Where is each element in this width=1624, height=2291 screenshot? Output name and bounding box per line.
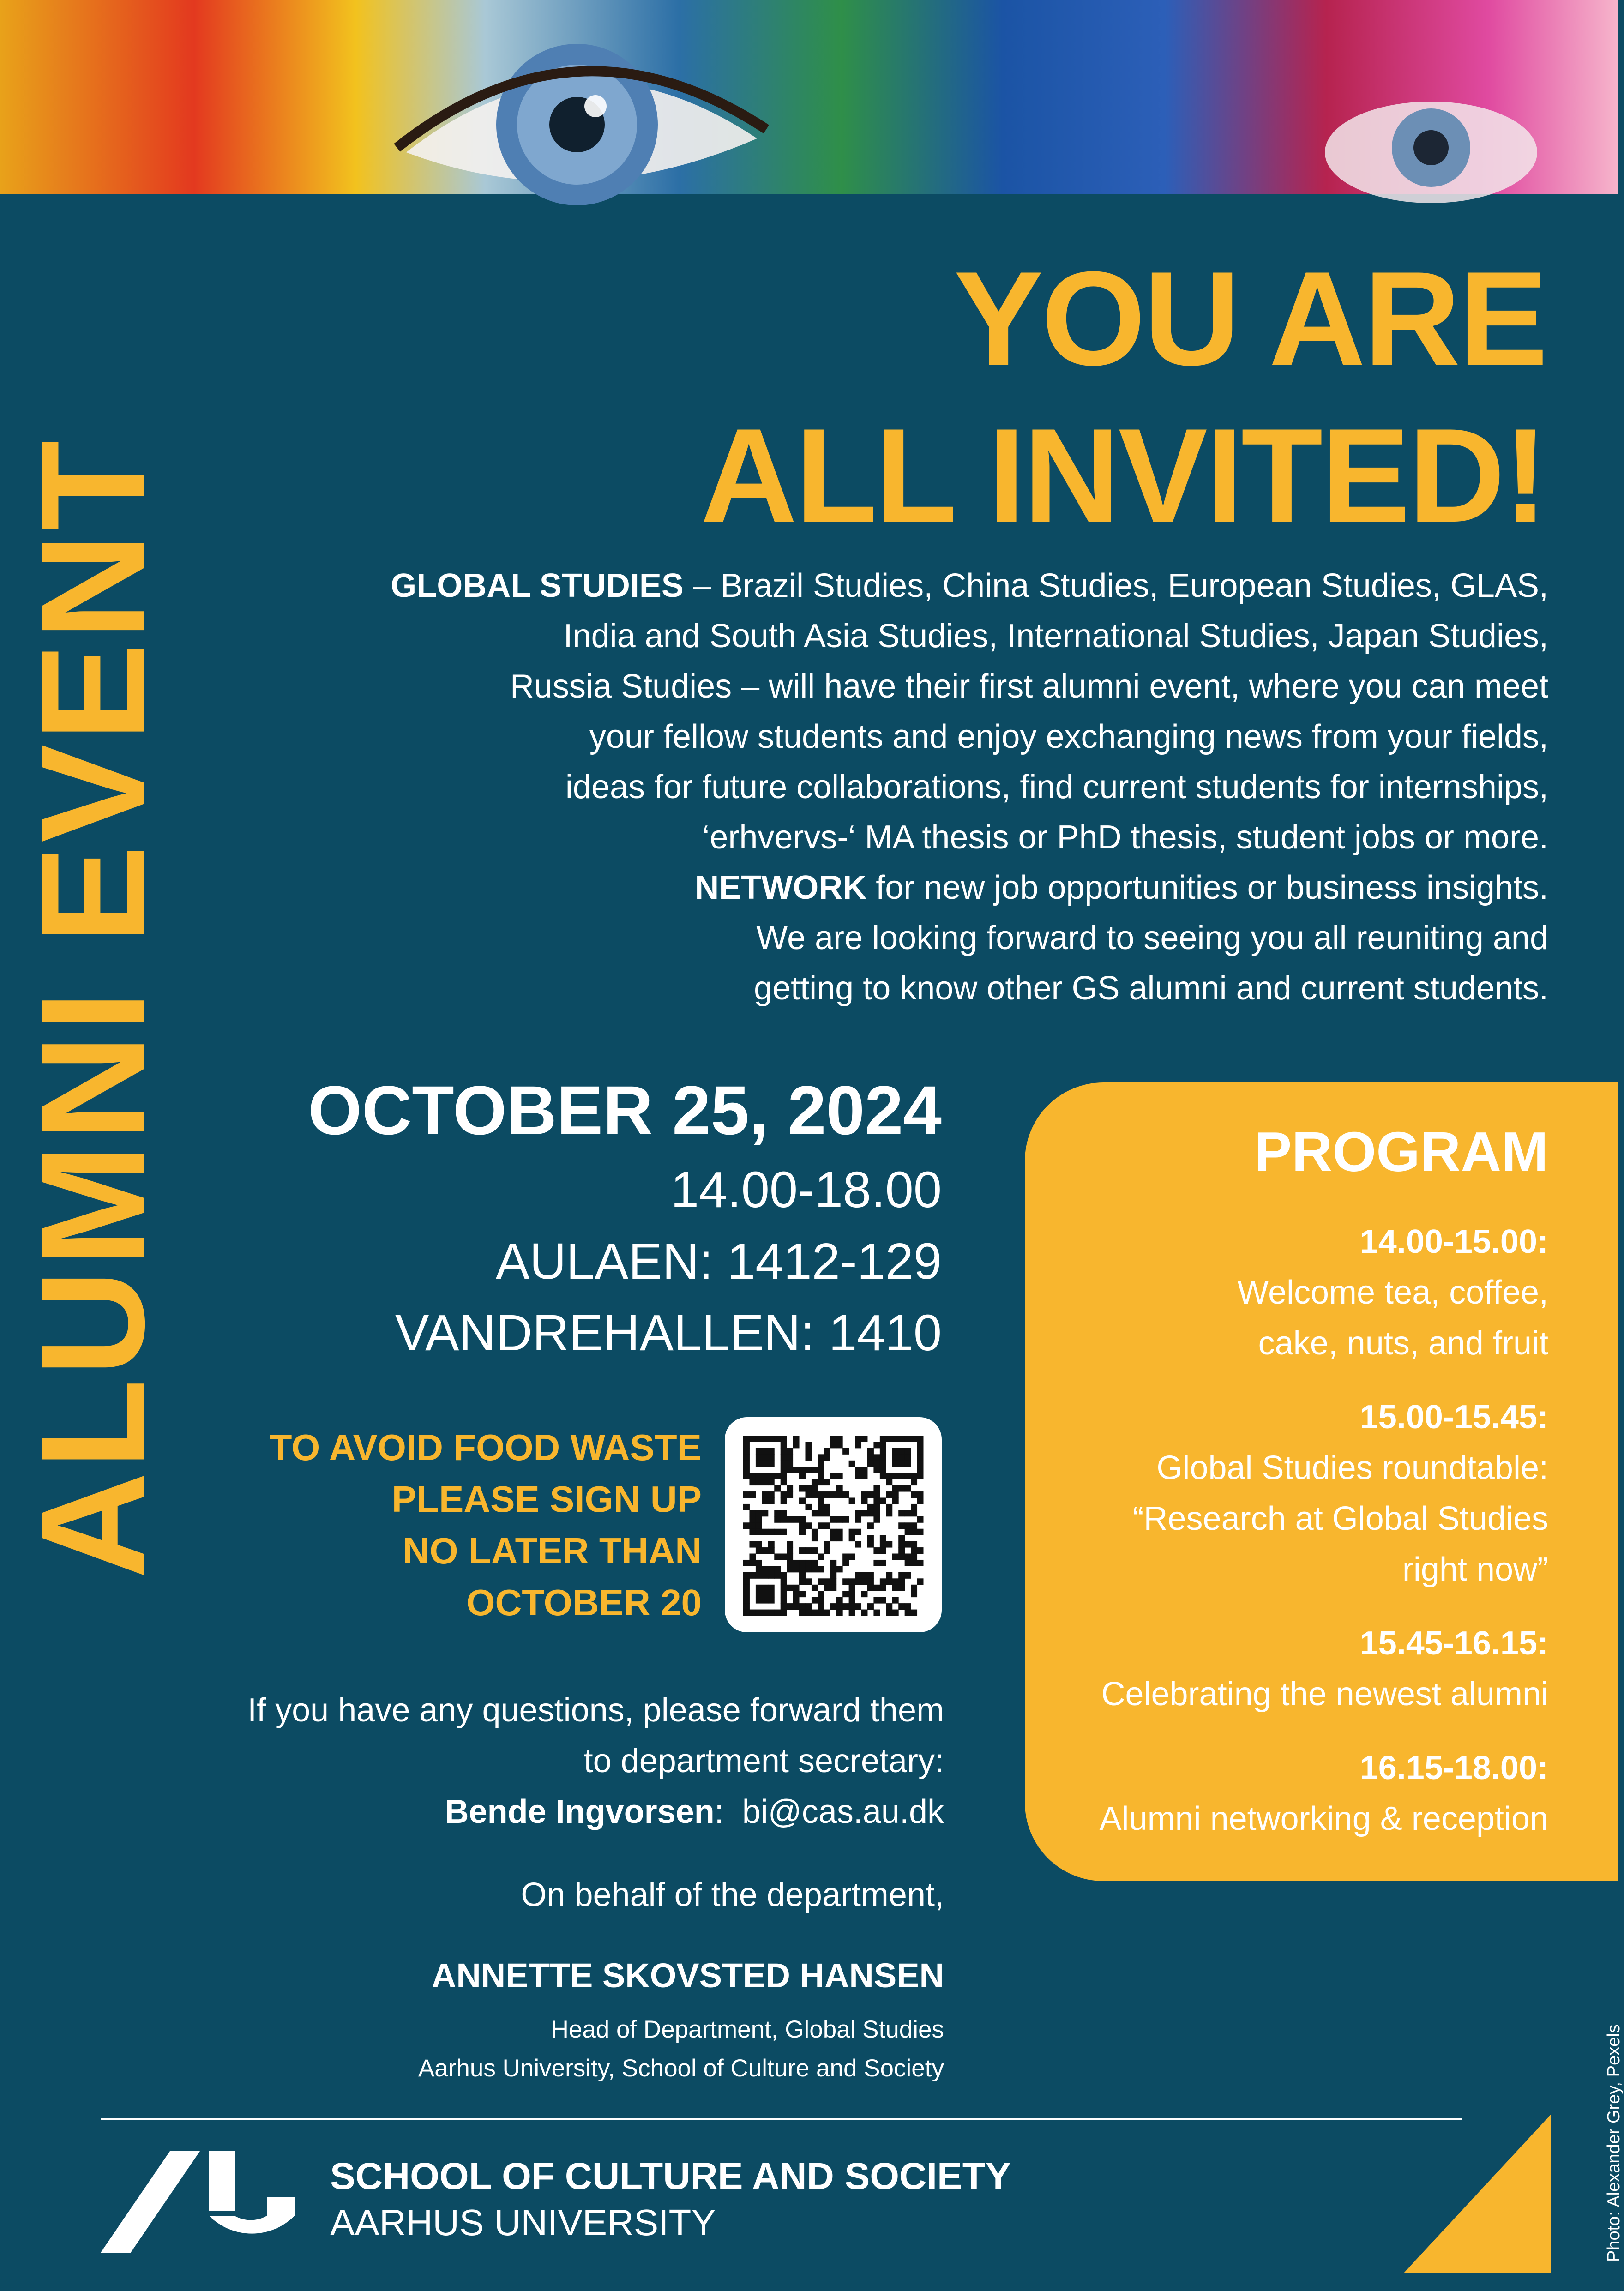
signup-line: NO LATER THAN bbox=[403, 1530, 702, 1571]
program-item bbox=[1041, 1392, 1548, 1595]
program-item-desc: cake, nuts, and fruit bbox=[1258, 1325, 1548, 1362]
program-item-desc: Celebrating the newest alumni bbox=[1101, 1676, 1548, 1713]
intro-line: We are looking forward to seeing you all reuniting and bbox=[756, 920, 1548, 956]
intro-text bbox=[302, 561, 1548, 1014]
corner-triangle-graphic bbox=[1403, 2114, 1551, 2280]
signature-role-1: Head of Department, Global Studies bbox=[551, 2016, 944, 2043]
program-panel bbox=[1025, 1082, 1618, 1881]
event-location-2: VANDREHALLEN: 1410 bbox=[395, 1305, 942, 1361]
footer-university: AARHUS UNIVERSITY bbox=[330, 2202, 716, 2243]
au-logo-graphic bbox=[101, 2147, 295, 2257]
program-item bbox=[1041, 1216, 1548, 1369]
network-rest: for new job opportunities or business insights. bbox=[866, 869, 1548, 906]
intro-lead-rest: – Brazil Studies, China Studies, European Studies, GLAS, bbox=[683, 567, 1548, 604]
program-item-time: 15.00-15.45: bbox=[1359, 1399, 1548, 1436]
hero-photo bbox=[0, 0, 1618, 194]
contact-email[interactable]: bi@cas.au.dk bbox=[742, 1793, 944, 1830]
headline-line-2: ALL INVITED! bbox=[700, 401, 1546, 550]
program-item-time: 16.15-18.00: bbox=[1359, 1750, 1548, 1786]
intro-line: India and South Asia Studies, International Studies, Japan Studies, bbox=[563, 618, 1548, 655]
signup-line: PLEASE SIGN UP bbox=[391, 1479, 702, 1520]
contact-line-3 bbox=[138, 1786, 944, 1837]
corner-triangle-icon bbox=[1403, 2114, 1551, 2283]
intro-lead-bold: GLOBAL STUDIES bbox=[391, 567, 684, 604]
event-location-1: AULAEN: 1412-129 bbox=[495, 1233, 942, 1290]
signup-notice bbox=[259, 1422, 702, 1629]
contact-line-1: If you have any questions, please forward them bbox=[247, 1692, 944, 1729]
intro-line: your fellow students and enjoy exchanging news from your fields, bbox=[589, 718, 1548, 755]
program-item bbox=[1041, 1618, 1548, 1720]
headline bbox=[700, 240, 1546, 554]
signature-role-2: Aarhus University, School of Culture and Society bbox=[418, 2055, 944, 2082]
program-item-desc: Global Studies roundtable: bbox=[1156, 1449, 1548, 1486]
intro-line: ‘erhvervs-‘ MA thesis or PhD thesis, student jobs or more. bbox=[702, 819, 1548, 856]
intro-line: getting to know other GS alumni and current students. bbox=[754, 970, 1548, 1007]
program-item-desc: right now” bbox=[1402, 1551, 1548, 1588]
signature-role bbox=[277, 2010, 944, 2088]
network-bold: NETWORK bbox=[695, 869, 867, 906]
program-item-desc: Welcome tea, coffee, bbox=[1237, 1274, 1548, 1311]
footer-divider bbox=[101, 2118, 1462, 2120]
program-item-desc: “Research at Global Studies bbox=[1132, 1500, 1548, 1537]
headline-line-1: YOU ARE bbox=[954, 244, 1546, 393]
signature-behalf: On behalf of the department, bbox=[521, 1876, 944, 1913]
contact-info bbox=[138, 1685, 944, 1837]
intro-line: Russia Studies – will have their first alumni event, where you can meet bbox=[510, 668, 1548, 705]
program-item-time: 14.00-15.00: bbox=[1359, 1223, 1548, 1260]
qr-code-icon[interactable] bbox=[725, 1417, 942, 1632]
event-date: OCTOBER 25, 2024 bbox=[308, 1071, 942, 1149]
program-title: PROGRAM bbox=[1254, 1120, 1548, 1183]
signup-line: OCTOBER 20 bbox=[466, 1582, 702, 1623]
program-item-desc: Alumni networking & reception bbox=[1099, 1800, 1548, 1837]
qr-code-graphic bbox=[743, 1436, 923, 1616]
event-details bbox=[277, 1066, 942, 1369]
footer-school: SCHOOL OF CULTURE AND SOCIETY bbox=[330, 2155, 1011, 2197]
contact-name: Bende Ingvorsen bbox=[445, 1793, 715, 1830]
program-item-time: 15.45-16.15: bbox=[1359, 1625, 1548, 1662]
painted-eye-icon bbox=[0, 0, 1618, 194]
signup-line: TO AVOID FOOD WASTE bbox=[269, 1427, 702, 1468]
photo-credit: Photo: Alexander Grey, Pexels bbox=[1604, 2024, 1624, 2262]
signature-name: ANNETTE SKOVSTED HANSEN bbox=[431, 1956, 944, 1995]
contact-line-2: to department secretary: bbox=[583, 1743, 944, 1780]
event-time: 14.00-18.00 bbox=[670, 1161, 942, 1218]
intro-line bbox=[302, 561, 1548, 611]
intro-line: ideas for future collaborations, find current students for internships, bbox=[565, 769, 1548, 806]
vertical-title: ALUMNI EVENT bbox=[10, 438, 175, 1579]
au-logo-icon bbox=[101, 2147, 295, 2260]
program-item bbox=[1041, 1743, 1548, 1844]
intro-line bbox=[302, 863, 1548, 913]
contact-separator: : bbox=[714, 1793, 742, 1830]
